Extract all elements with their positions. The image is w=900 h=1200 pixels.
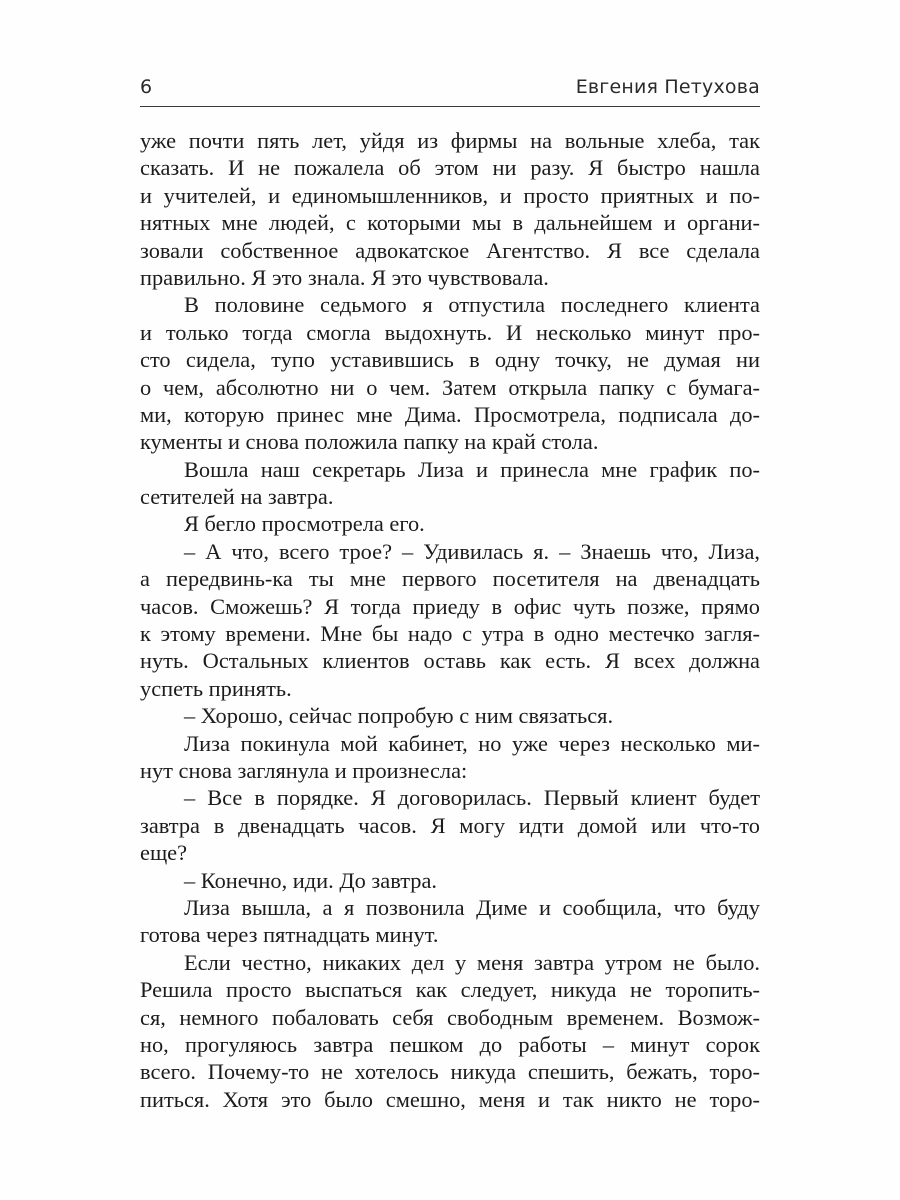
text-line: о чем, абсолютно ни о чем. Затем открыла папку с бумага- [140, 374, 760, 400]
text-line: ся, немного побаловать себя свободным временем. Возмож- [140, 1004, 760, 1030]
text-line: нятных мне людей, с которыми мы в дальнейшем и органи- [140, 210, 760, 236]
text-line: часов. Сможешь? Я тогда приеду в офис чуть позже, прямо [140, 593, 760, 619]
text-line: сказать. И не пожалела об этом ни разу. Я быстро нашла [140, 155, 760, 181]
text-line: а передвинь-ка ты мне первого посетителя на двенадцать [140, 566, 760, 592]
text-line: сто сидела, тупо уставившись в одну точку, не думая ни [140, 347, 760, 373]
text-line: правильно. Я это знала. Я это чувствовала. [140, 264, 549, 290]
text-line: нут снова заглянула и произнесла: [140, 757, 468, 783]
text-line: уже почти пять лет, уйдя из фирмы на вольные хлеба, так [140, 128, 760, 153]
text-line: нуть. Остальных клиентов оставь как есть. Я всех должна [140, 648, 760, 674]
author-name: Евгения Петухова [575, 76, 760, 98]
text-line: питься. Хотя это было смешно, меня и так никто не торо- [140, 1086, 760, 1112]
text-line: и только тогда смогла выдохнуть. И несколько минут про- [140, 319, 760, 345]
text-line: готова через пятнадцать минут. [140, 922, 439, 948]
text-line: успеть принять. [140, 675, 292, 701]
text-line: Решила просто выспаться как следует, никуда не торопить- [140, 977, 760, 1003]
text-line: Я бегло просмотрела его. [184, 511, 425, 537]
text-line: и учителей, и единомышленников, и просто приятных и по- [140, 182, 760, 208]
text-line: – Все в порядке. Я договорилась. Первый клиент будет [184, 785, 760, 811]
running-header [140, 72, 760, 106]
text-line: всего. Почему-то не хотелось никуда спешить, бежать, торо- [140, 1059, 760, 1085]
text-line: завтра в двенадцать часов. Я могу идти домой или что-то [140, 812, 760, 838]
text-line: Лиза покинула мой кабинет, но уже через несколько ми- [184, 730, 760, 756]
text-line: Если честно, никаких дел у меня завтра утром не было. [184, 949, 760, 975]
text-line: зовали собственное адвокатское Агентство. Я все сделала [140, 237, 760, 263]
text-line: – Хорошо, сейчас попробую с ним связаться. [184, 703, 614, 729]
page-number: 6 [140, 76, 153, 98]
text-line: Вошла наш секретарь Лиза и принесла мне график по- [184, 456, 760, 482]
text-line: кументы и снова положила папку на край стола. [140, 429, 599, 455]
text-line: Лиза вышла, а я позвонила Диме и сообщила, что буду [184, 894, 760, 920]
header-rule [140, 106, 760, 107]
text-line: но, прогуляюсь завтра пешком до работы – минут сорок [140, 1031, 760, 1057]
text-line: еще? [140, 840, 188, 866]
text-line: к этому времени. Мне бы надо с утра в одно местечко загля- [140, 621, 760, 647]
text-line: В половине седьмого я отпустила последнего клиента [184, 292, 760, 318]
text-line: – Конечно, иди. До завтра. [184, 867, 438, 893]
text-line: ми, которую принес мне Дима. Просмотрела, подписала до- [140, 401, 760, 427]
text-line: – А что, всего трое? – Удивилась я. – Знаешь что, Лиза, [184, 538, 760, 564]
body-text [140, 127, 760, 1113]
text-line: сетителей на завтра. [140, 484, 334, 510]
